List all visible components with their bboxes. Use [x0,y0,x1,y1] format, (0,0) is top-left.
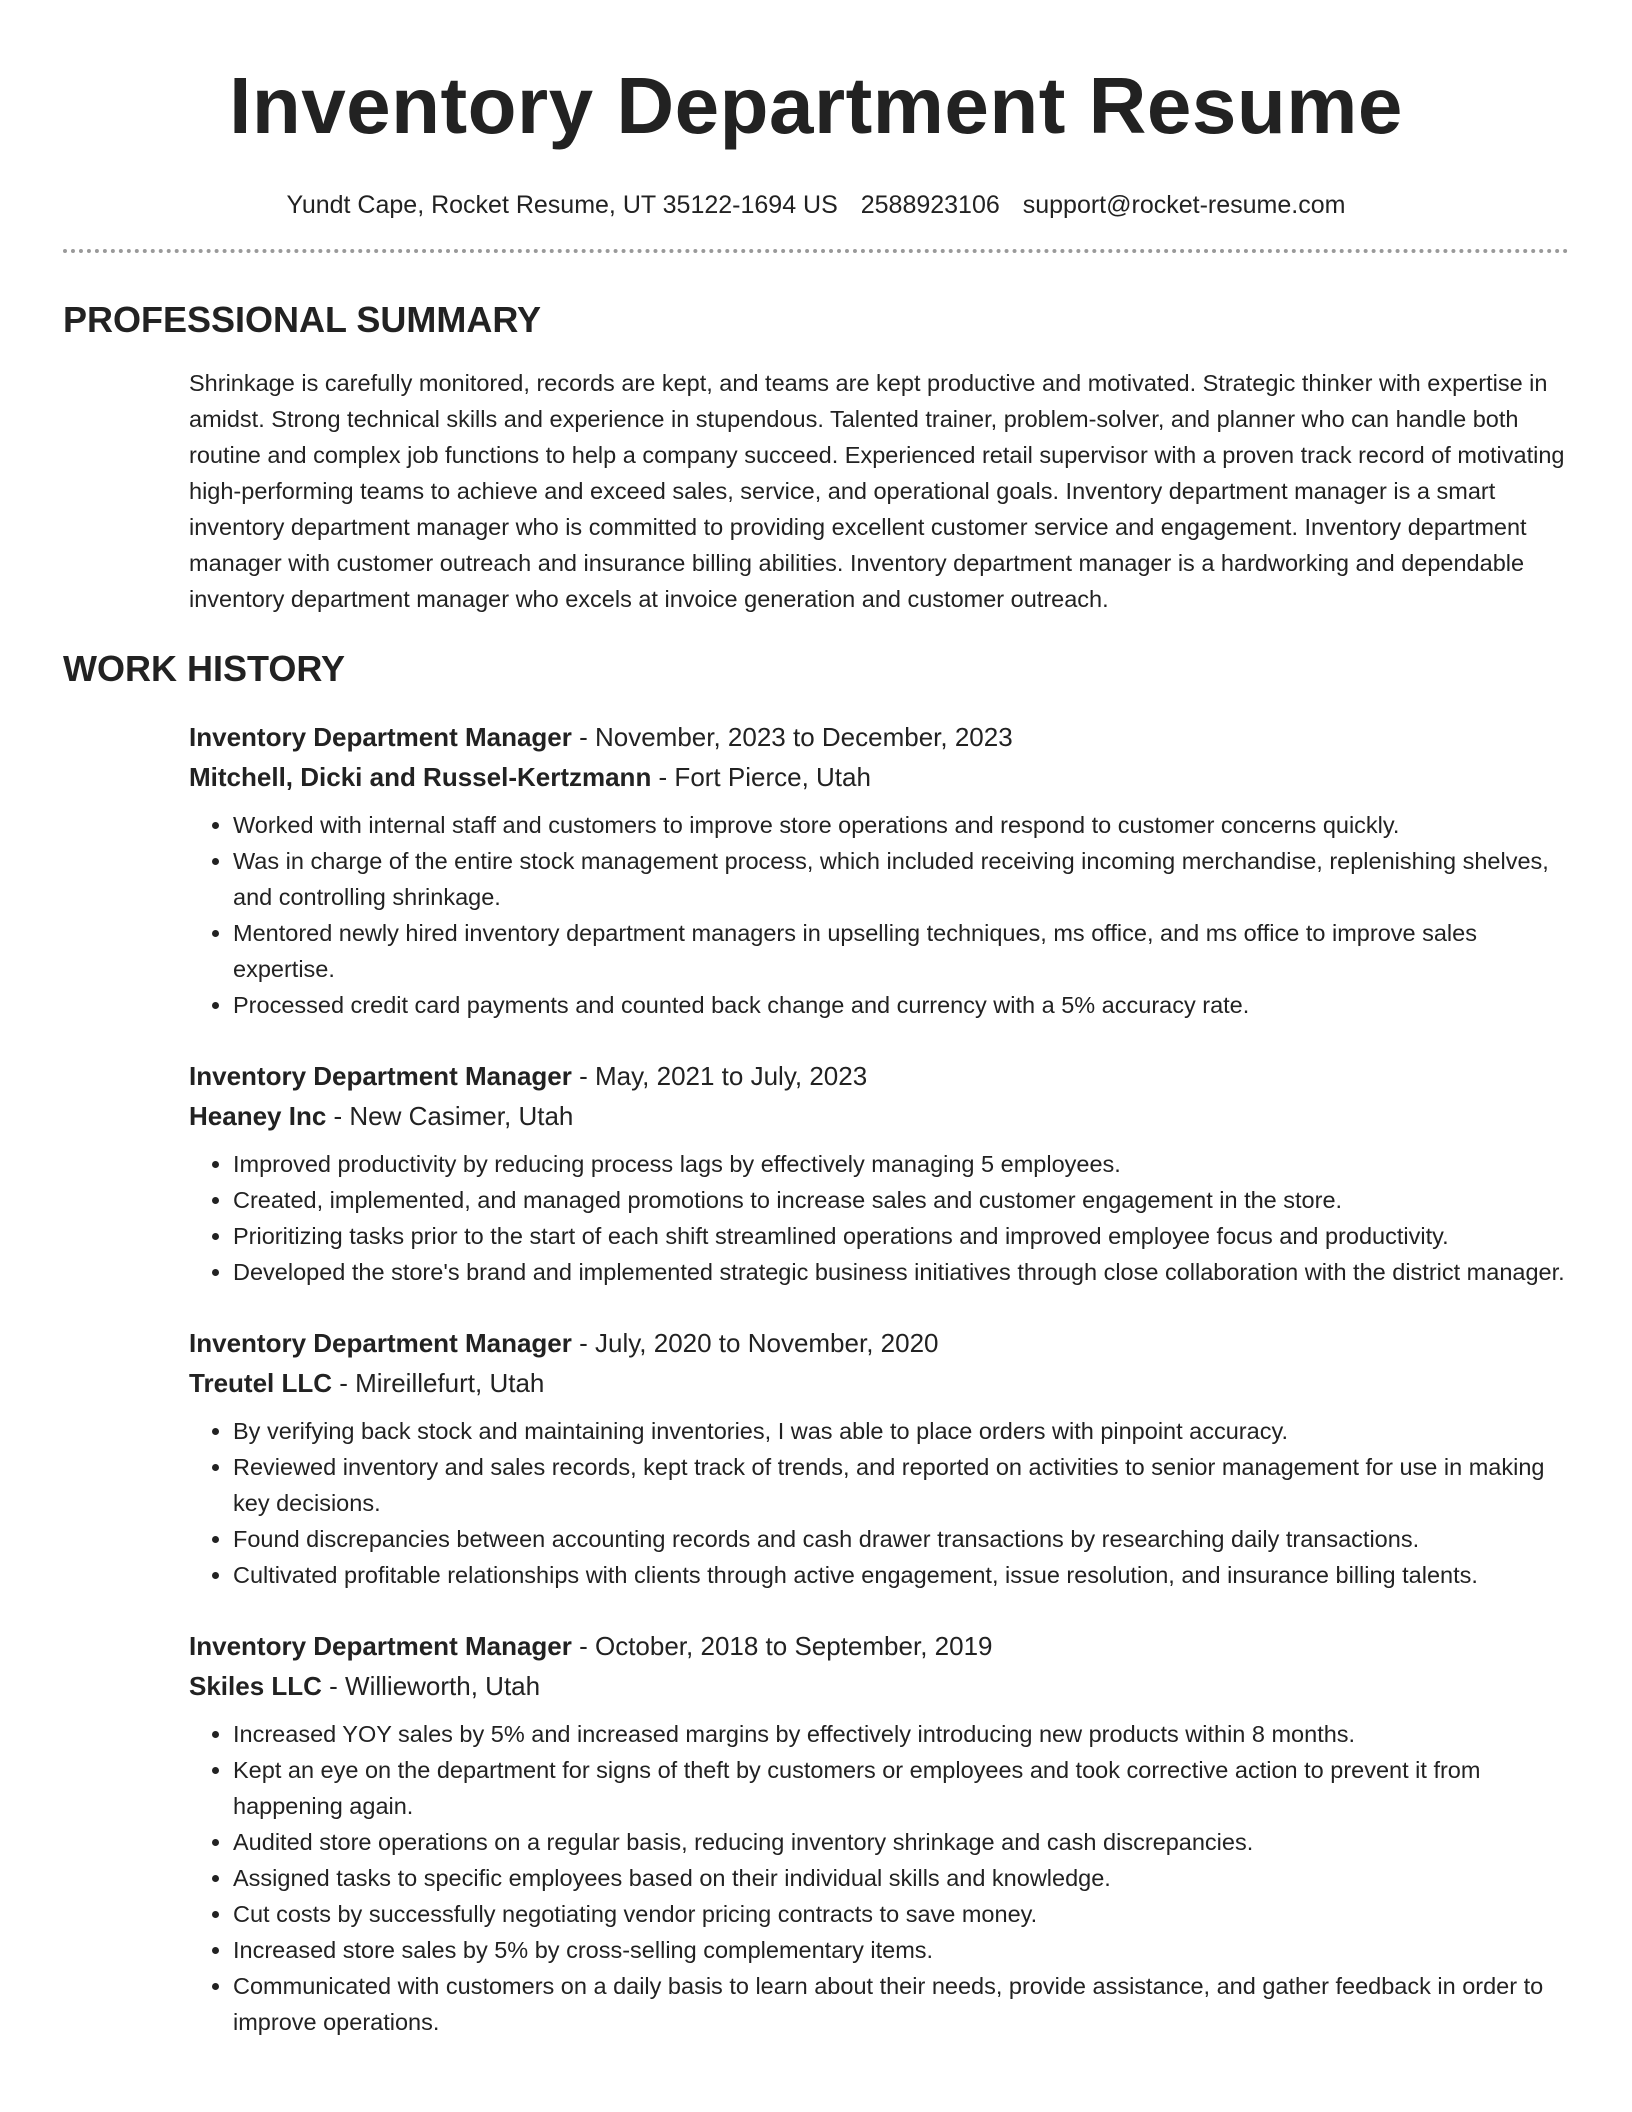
job-bullet: • Assigned tasks to specific employees based on their individual skills and knowledge. [233,1860,1569,1896]
job-bullet: • Prioritizing tasks prior to the start of each shift streamlined operations and improved employee focus and productivity. [233,1218,1569,1254]
job-title-line [189,1323,1569,1363]
job-company: Skiles LLC [189,1671,322,1701]
job-bullets [189,1716,1569,2040]
job-dates: - May, 2021 to July, 2023 [571,1061,868,1091]
job-bullet: • Mentored newly hired inventory department managers in upselling techniques, ms office, and ms office to improve sales expertise. [233,915,1569,987]
job-bullet: • By verifying back stock and maintaining inventories, I was able to place orders with pinpoint accuracy. [233,1413,1569,1449]
job-bullet: • Increased YOY sales by 5% and increased margins by effectively introducing new products within 8 months. [233,1716,1569,1752]
job-bullet: • Cut costs by successfully negotiating vendor pricing contracts to save money. [233,1896,1569,1932]
job-entry [189,1323,1569,1593]
job-title-line [189,1056,1569,1096]
job-role: Inventory Department Manager [189,1631,572,1661]
summary-heading: PROFESSIONAL SUMMARY [63,299,542,340]
job-title-line [189,1626,1569,1666]
job-bullet: • Processed credit card payments and counted back change and currency with a 5% accuracy rate. [233,987,1569,1023]
job-company: Mitchell, Dicki and Russel-Kertzmann [189,762,652,792]
job-bullet: • Reviewed inventory and sales records, kept track of trends, and reported on activities to senior management for use in making key decisions. [233,1449,1569,1521]
job-bullet: • Created, implemented, and managed promotions to increase sales and customer engagement in the store. [233,1182,1569,1218]
job-bullet: • Developed the store's brand and implemented strategic business initiatives through close collaboration with the district manager. [233,1254,1569,1290]
job-bullet: • Audited store operations on a regular basis, reducing inventory shrinkage and cash discrepancies. [233,1824,1569,1860]
job-location: - Mireillefurt, Utah [332,1368,545,1398]
job-bullets [189,1413,1569,1593]
contact-phone: 2588923106 [860,191,1000,219]
job-location: - New Casimer, Utah [326,1101,574,1131]
job-bullet: • Increased store sales by 5% by cross-selling complementary items. [233,1932,1569,1968]
job-role: Inventory Department Manager [189,1328,572,1358]
contact-address: Yundt Cape, Rocket Resume, UT 35122-1694 US [286,191,838,219]
resume-title: Inventory Department Resume [229,61,1403,150]
work-history-heading: WORK HISTORY [63,648,346,689]
professional-summary-section [63,298,1569,617]
job-dates: - November, 2023 to December, 2023 [571,722,1013,752]
header-divider [63,249,1569,253]
job-bullets [189,1146,1569,1290]
job-title-line [189,717,1569,757]
job-role: Inventory Department Manager [189,1061,572,1091]
job-company-line [189,1363,1569,1403]
job-bullet: • Kept an eye on the department for signs of theft by customers or employees and took corrective action to prevent it from happening again. [233,1752,1569,1824]
resume-header [63,60,1569,221]
job-bullet: • Improved productivity by reducing process lags by effectively managing 5 employees. [233,1146,1569,1182]
job-company-line [189,757,1569,797]
job-dates: - July, 2020 to November, 2020 [571,1328,939,1358]
job-role: Inventory Department Manager [189,722,572,752]
job-location: - Willieworth, Utah [321,1671,541,1701]
job-company-line [189,1666,1569,1706]
job-bullet: • Worked with internal staff and customers to improve store operations and respond to customer concerns quickly. [233,807,1569,843]
contact-email: support@rocket-resume.com [1022,191,1346,219]
work-history-section [63,647,1569,2040]
job-entry [189,1626,1569,2040]
job-company: Treutel LLC [189,1368,333,1398]
summary-text: Shrinkage is carefully monitored, records are kept, and teams are kept productive and motivated. Strategic thinker with expertise in amidst. Strong technical skills and experience in stupendous. Talented trainer, problem-solver, and planner who can handle both routine and complex job functions to help a company succeed. Experienced retail supervisor with a proven track record of motivating high-performing teams to achieve and exceed sales, service, and operational goals. Inventory department manager is a smart inventory department manager who is committed to providing excellent customer service and engagement. Inventory department manager with customer outreach and insurance billing abilities. Inventory department manager is a hardworking and dependable inventory department manager who excels at invoice generation and customer outreach. [189,370,1565,612]
job-company-line [189,1096,1569,1136]
job-dates: - October, 2018 to September, 2019 [571,1631,993,1661]
job-bullet: • Was in charge of the entire stock management process, which included receiving incoming merchandise, replenishing shelves, and controlling shrinkage. [233,843,1569,915]
job-bullet: • Found discrepancies between accounting records and cash drawer transactions by researching daily transactions. [233,1521,1569,1557]
job-bullets [189,807,1569,1023]
job-entry [189,717,1569,1023]
job-entry [189,1056,1569,1290]
job-location: - Fort Pierce, Utah [651,762,871,792]
contact-line [63,189,1569,221]
job-bullet: • Cultivated profitable relationships with clients through active engagement, issue resolution, and insurance billing talents. [233,1557,1569,1593]
job-bullet: • Communicated with customers on a daily basis to learn about their needs, provide assistance, and gather feedback in order to improve operations. [233,1968,1569,2040]
job-company: Heaney Inc [189,1101,327,1131]
